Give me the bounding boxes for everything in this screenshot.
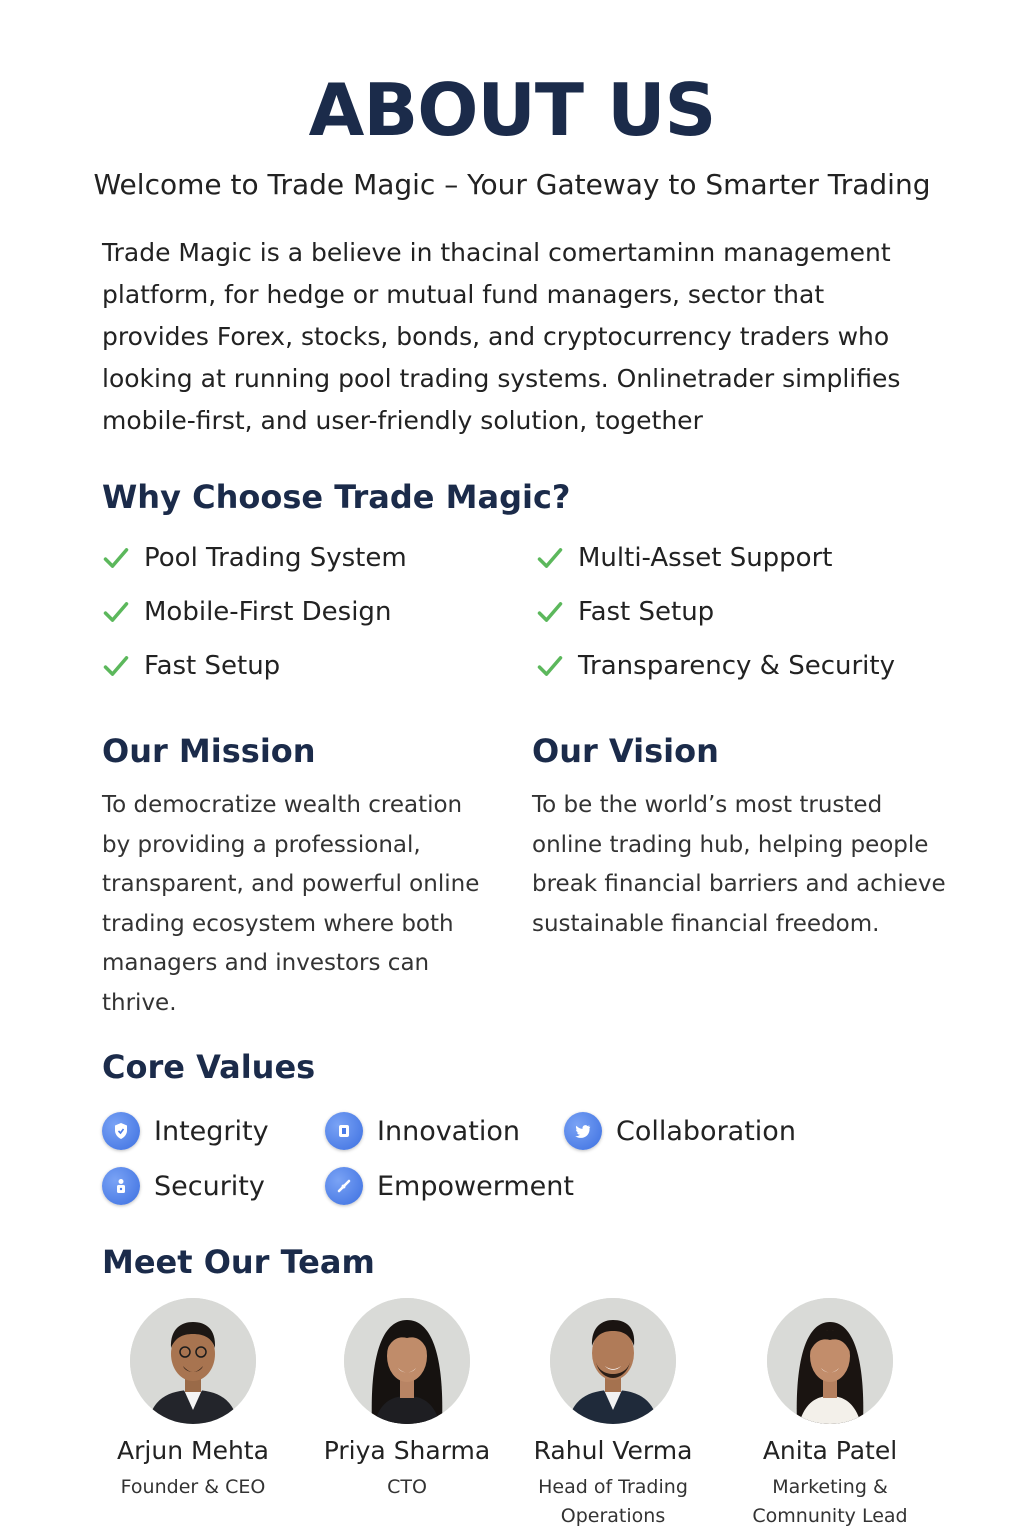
mission-text: To democratize wealth creation by providing a professional, transparent, and powerful online trading ecosystem where both managers and investors can thrive.: [102, 792, 480, 1016]
team-heading: Meet Our Team: [102, 1243, 375, 1281]
member-role: Founder & CEO: [120, 1476, 266, 1498]
why-item-label: Transparency & Security: [578, 651, 895, 681]
intro-paragraph: Trade Magic is a believe in thacinal comertaminn management platform, for hedge or mutual fund managers, sector that provides Forex, stocks, bonds, and cryptocurrency traders who looking at running pool trading systems. Onlinetrader simplifies mobile-first, and user-friendly solution, together: [102, 238, 901, 435]
avatar: [130, 1298, 256, 1424]
why-item: [536, 594, 936, 630]
tagline: Welcome to Trade Magic – Your Gateway to Smarter Trading: [93, 168, 931, 201]
check-icon: [102, 544, 130, 572]
why-item: [536, 648, 936, 684]
avatar: [767, 1298, 893, 1424]
bird-icon: [564, 1112, 602, 1150]
check-icon: [536, 544, 564, 572]
member-role: Marketing & Comnunity Lead: [752, 1476, 908, 1527]
team-member: [503, 1298, 723, 1531]
value-empowerment: [325, 1167, 574, 1205]
why-item-label: Fast Setup: [144, 651, 281, 681]
why-heading: Why Choose Trade Magic?: [102, 478, 571, 516]
why-item-label: Fast Setup: [578, 597, 715, 627]
team-member: [297, 1298, 517, 1502]
chip-icon: [325, 1112, 363, 1150]
why-item: [102, 648, 536, 684]
member-name: Anita Patel: [762, 1436, 898, 1465]
check-icon: [102, 652, 130, 680]
link-icon: [325, 1167, 363, 1205]
member-role: CTO: [387, 1476, 427, 1498]
value-integrity: [102, 1112, 269, 1150]
avatar: [344, 1298, 470, 1424]
value-label: Integrity: [154, 1115, 269, 1147]
member-name: Arjun Mehta: [117, 1436, 269, 1465]
value-label: Empowerment: [377, 1170, 574, 1202]
value-security: [102, 1167, 265, 1205]
core-values-heading: Core Values: [102, 1048, 316, 1086]
why-item: [536, 540, 936, 576]
shield-icon: [102, 1112, 140, 1150]
why-item-label: Pool Trading System: [144, 543, 407, 573]
team-member: [720, 1298, 940, 1531]
why-item: [102, 594, 536, 630]
member-name: Priya Sharma: [323, 1436, 491, 1465]
vision-text: To be the world’s most trusted online trading hub, helping people break financial barriers and achieve sustainable financial freedom.: [532, 792, 946, 937]
why-item-label: Mobile-First Design: [144, 597, 392, 627]
team-member: [83, 1298, 303, 1502]
check-icon: [536, 652, 564, 680]
member-role: Head of Trading Operations: [538, 1476, 688, 1527]
team-list: [0, 1298, 1024, 1536]
value-label: Security: [154, 1170, 265, 1202]
check-icon: [102, 598, 130, 626]
why-item-label: Multi-Asset Support: [578, 543, 833, 573]
value-label: Collaboration: [616, 1115, 796, 1147]
person-lock-icon: [102, 1167, 140, 1205]
why-list: [102, 540, 932, 684]
avatar: [550, 1298, 676, 1424]
value-collaboration: [564, 1112, 796, 1150]
value-label: Innovation: [377, 1115, 520, 1147]
why-item: [102, 540, 536, 576]
page-title: ABOUT US: [308, 68, 716, 152]
vision-heading: Our Vision: [532, 732, 719, 770]
member-name: Rahul Verma: [533, 1436, 693, 1465]
check-icon: [536, 598, 564, 626]
mission-heading: Our Mission: [102, 732, 316, 770]
value-innovation: [325, 1112, 520, 1150]
